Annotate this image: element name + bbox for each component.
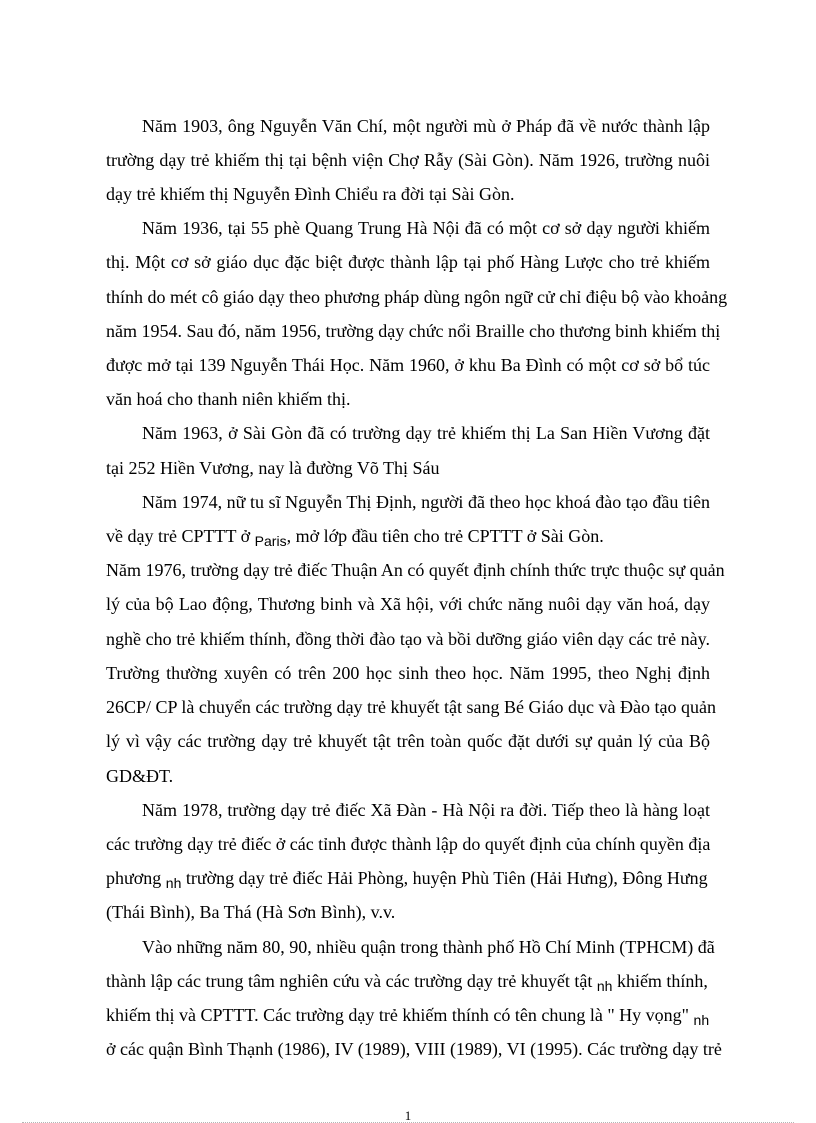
text-line: văn hoá cho thanh niên khiếm thị. [106,389,351,409]
text-line [106,867,708,890]
page-number: 1 [404,1108,412,1123]
text-line: Trường thường xuyên có trên 200 học sinh theo học. Năm 1995, theo Nghị định [106,663,710,683]
text-segment-small: nh [596,978,613,994]
text-line: các trường dạy trẻ điếc ở các tỉnh được thành lập do quyết định của chính quyền địa [106,834,711,854]
text-line: được mở tại 139 Nguyễn Thái Học. Năm 1960, ở khu Ba Đình có một cơ sở bổ túc [106,355,710,375]
text-line: Năm 1976, trường dạy trẻ điếc Thuận An có quyết định chính thức trực thuộc sự quản [106,560,725,580]
text-line: Năm 1936, tại 55 phè Quang Trung Hà Nội đã có một cơ sở dạy người khiếm [142,218,710,238]
text-line: lý của bộ Lao động, Thương binh và Xã hội, với chức năng nuôi dạy văn hoá, dạy [106,594,710,614]
text-line [106,1004,709,1027]
text-line [106,525,604,548]
text-line: thính do mét cô giáo dạy theo phương pháp dùng ngôn ngữ cử chỉ điệu bộ vào khoảng [106,287,728,307]
text-line: trường dạy trẻ khiếm thị tại bệnh viện Chợ Rẫy (Sài Gòn). Năm 1926, trường nuôi [106,150,710,170]
text-segment: phương [106,868,166,888]
text-line: GD&ĐT. [106,766,174,786]
text-segment: , mở lớp đầu tiên cho trẻ CPTTT ở Sài Gòn. [286,526,604,546]
text-line: Năm 1903, ông Nguyễn Văn Chí, một người mù ở Pháp đã về nước thành lập [142,116,710,136]
text-line: ở các quận Bình Thạnh (1986), IV (1989), VIII (1989), VI (1995). Các trường dạy trẻ [106,1039,722,1059]
text-segment: khiếm thị và CPTTT. Các trường dạy trẻ khiếm thính có tên chung là " Hy vọng" [106,1005,694,1025]
text-segment-small: nh [693,1012,710,1028]
text-line: Năm 1963, ở Sài Gòn đã có trường dạy trẻ khiếm thị La San Hiền Vương đặt [142,423,710,443]
text-line: nghề cho trẻ khiếm thính, đồng thời đào tạo và bồi dưỡng giáo viên dạy các trẻ này. [106,629,710,649]
text-segment: về dạy trẻ CPTTT ở [106,526,255,546]
text-line: Năm 1974, nữ tu sĩ Nguyễn Thị Định, người đã theo học khoá đào tạo đầu tiên [142,492,710,512]
text-line: (Thái Bình), Ba Thá (Hà Sơn Bình), v.v. [106,902,396,922]
text-line: lý vì vậy các trường dạy trẻ khuyết tật trên toàn quốc đặt dưới sự quản lý của Bộ [106,731,710,751]
text-line: 26CP/ CP là chuyển các trường dạy trẻ khuyết tật sang Bé Giáo dục và Đào tạo quản [106,697,716,717]
text-line [106,970,708,993]
text-segment-small: nh [165,875,182,891]
text-segment: trường dạy trẻ điếc Hải Phòng, huyện Phù Tiên (Hải Hưng), Đông Hưng [181,868,708,888]
text-line: tại 252 Hiền Vương, nay là đường Võ Thị Sáu [106,458,440,478]
text-line: Vào những năm 80, 90, nhiều quận trong thành phố Hồ Chí Minh (TPHCM) đã [142,937,715,957]
text-segment: thành lập các trung tâm nghiên cứu và các trường dạy trẻ khuyết tật [106,971,597,991]
text-segment-small: Paris [254,533,287,549]
text-segment: khiếm thính, [612,971,708,991]
text-line: Năm 1978, trường dạy trẻ điếc Xã Đàn - Hà Nội ra đời. Tiếp theo là hàng loạt [142,800,710,820]
text-line: dạy trẻ khiếm thị Nguyễn Đình Chiểu ra đời tại Sài Gòn. [106,184,515,204]
text-line: thị. Một cơ sở giáo dục đặc biệt được thành lập tại phố Hàng Lược cho trẻ khiếm [106,252,710,272]
text-line: năm 1954. Sau đó, năm 1956, trường dạy chức nổi Braille cho thương binh khiếm thị [106,321,721,341]
